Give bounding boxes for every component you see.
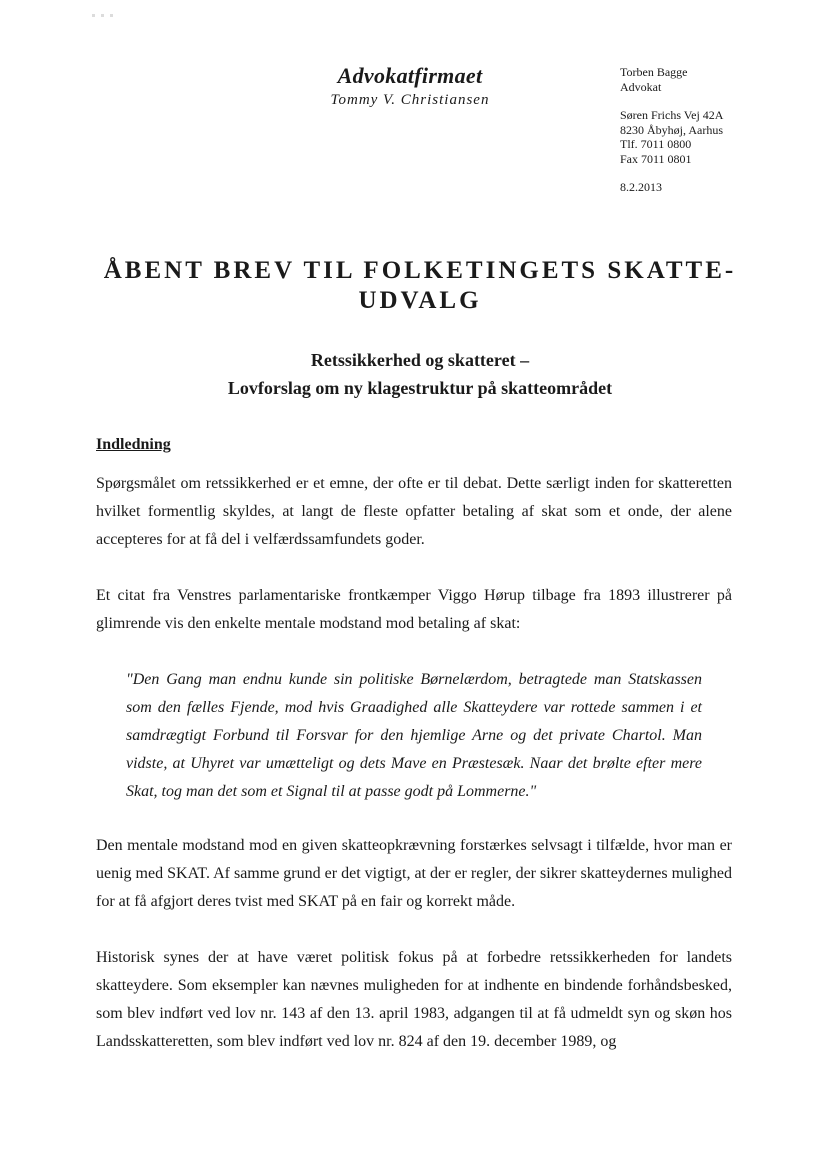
firm-name: Advokatfirmaet [337,63,483,88]
contact-block [620,65,790,195]
paragraph-4: Historisk synes der at have været politisk fokus på at forbedre retssikkerheden for landets skatteydere. Som eksempler kan nævnes muligheden for at indhente en bindende forhåndsbesked, som blev indført ved lov nr. 143 af den 13. april 1983, adgangen til at få udmeldt syn og skøn hos Landsskatteretten, som blev indført ved lov nr. 824 af den 19. december 1989, og [96,949,732,1050]
letterhead [300,62,520,110]
letter-title-line-1: ÅBENT BREV TIL FOLKETINGETS SKATTE- [103,257,737,284]
contact-role: Advokat [620,79,662,94]
paragraph-3: Den mentale modstand mod en given skatteopkrævning forstærkes selvsagt i tilfælde, hvor man er uenig med SKAT. Af samme grund er det vigtigt, at der er regler, der sikrer skatteydernes mulighed for at få afgjort deres tvist med SKAT på en fair og korrekt måde. [96,837,732,910]
letter-subtitle [100,346,740,402]
paragraph-1: Spørgsmålet om retssikkerhed er et emne, der ofte er til debat. Dette særligt inden for skatteretten hvilket formentlig skyldes, at langt de fleste opfatter betaling af skat som et onde, der alene accepteres for at få del i velfærdssamfundets goder. [96,475,732,548]
letter-date: 8.2.2013 [620,180,662,194]
scan-artifact [92,4,122,10]
subtitle-line-2: Lovforslag om ny klagestruktur på skatteområdet [227,378,613,398]
letter-title-line-2: UDVALG [358,287,482,314]
section-heading: Indledning [96,436,171,453]
contact-fax: Fax 7011 0801 [620,151,692,166]
paragraph-2: Et citat fra Venstres parlamentariske frontkæmper Viggo Hørup tilbage fra 1893 illustrerer på glimrende vis den enkelte mentale modstand mod betaling af skat: [96,587,732,632]
subtitle-line-1: Retssikkerhed og skatteret – [310,350,530,370]
contact-phone: Tlf. 7011 0800 [620,137,692,151]
contact-name: Torben Bagge [620,65,688,79]
quotation: "Den Gang man endnu kunde sin politiske Børnelærdom, betragtede man Statskassen som den fælles Fjende, mod hvis Graadighed alle Skatteydere var rottede sammen i et samdrægtigt Forbund til Forsvar for den hjemlige Arne og det private Chartol. Man vidste, at Uhyret var umætteligt og dets Mave en Præstesæk. Naar det brølte efter mere Skat, tog man det som et Signal til at passe godt på Lommerne." [126,671,702,800]
contact-city: 8230 Åbyhøj, Aarhus [620,122,723,137]
letter-title [60,256,780,316]
contact-street: Søren Frichs Vej 42A [620,108,724,122]
firm-owner: Tommy V. Christiansen [330,92,490,108]
